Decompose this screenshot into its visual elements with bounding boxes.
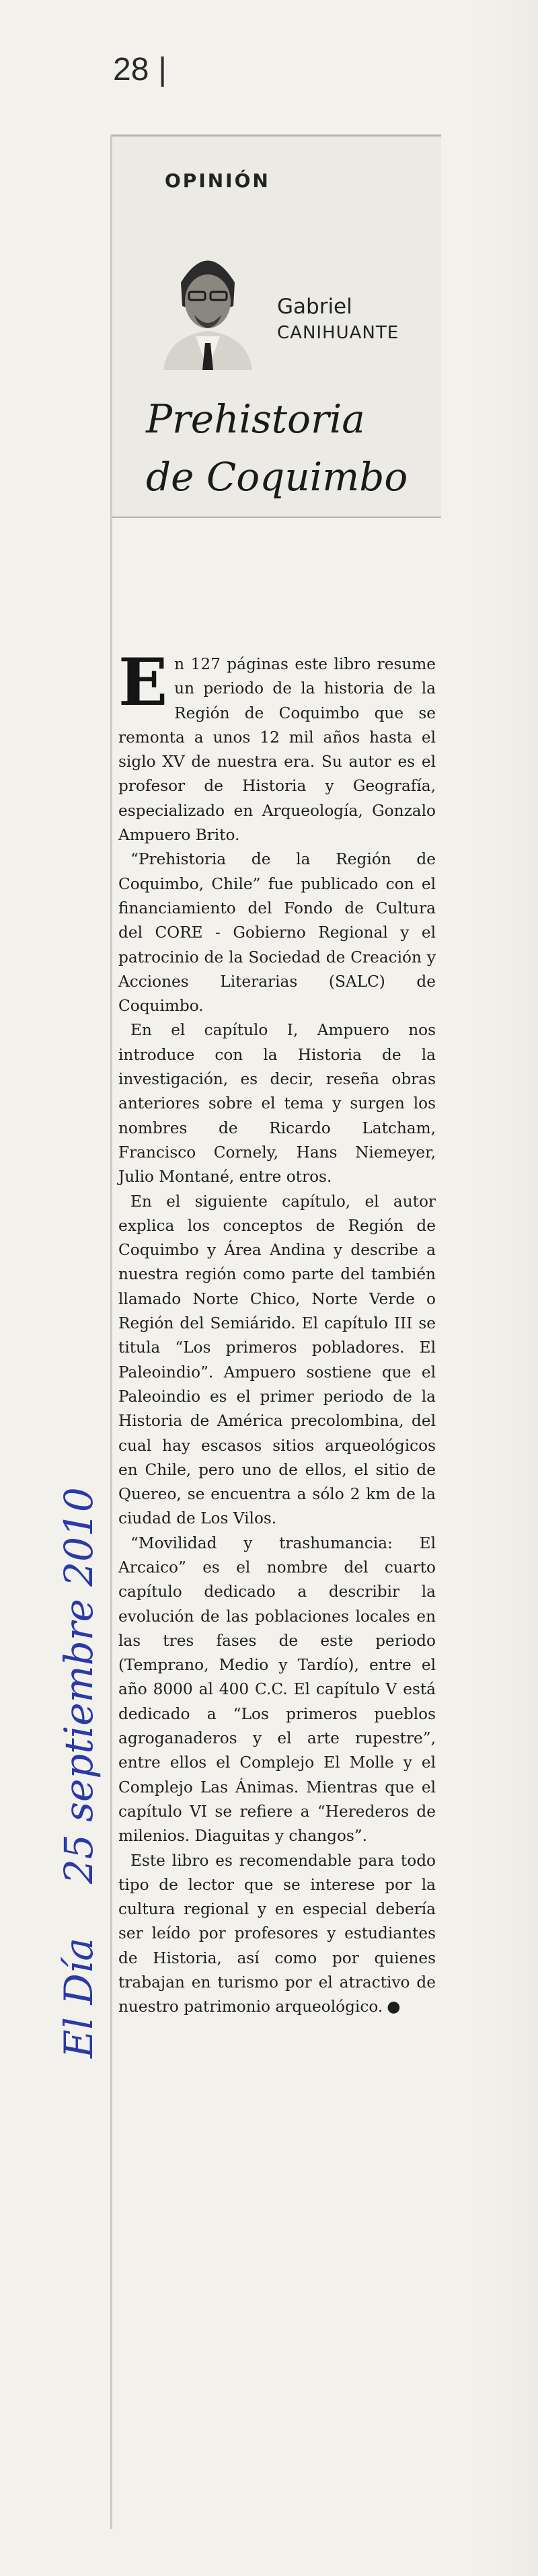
paragraph-1-text: n 127 páginas este libro resume un periodo de la historia de la Región de Coquimbo que se remonta a unos 12 mil años hasta el siglo XV de nuestra era. Su autor es el profesor de Historia y Geografía, especializado en Arqueología, Gonzalo Ampuero Brito. — [118, 655, 436, 845]
paragraph-1 — [118, 644, 436, 847]
article-body — [118, 644, 436, 2020]
paragraph-6 — [118, 1849, 436, 2020]
page-number — [113, 51, 167, 88]
handwritten-annotation — [48, 847, 109, 2058]
paragraph-3: En el capítulo I, Ampuero nos introduce con la Historia de la investigación, es decir, reseña obras anteriores sobre el tema y surgen los nombres de Ricardo Latcham, Francisco Cornely, Hans Niemeyer, Julio Montané, entre otros. — [118, 1021, 436, 1186]
paragraph-5: “Movilidad y trashumancia: El Arcaico” es el nombre del cuarto capítulo dedicado a describir la evolución de las poblaciones locales en las tres fases de este periodo (Temprano, Medio y Tardío), entre el año 8000 al 400 C.C. El capítulo V está dedicado a “Los primeros pueblos agroganaderos y el arte rupestre”, entre ellos el Complejo El Molle y el Complejo Las Ánimas. Mientras que el capítulo VI se refiere a “Herederos de milenios. Diaguitas y changos”. — [118, 1533, 436, 1846]
article-title — [146, 390, 435, 506]
top-rule — [112, 135, 441, 137]
author-last-name: CANIHUANTE — [277, 323, 399, 343]
paragraph-6-text: Este libro es recomendable para todo tipo de lector que se interese por la cultura regional y en especial debería ser leído por profesores y estudiantes de Historia, así como por quienes trabajan en turismo por el atractivo de nuestro patrimonio arqueológico. — [118, 1851, 436, 2016]
paragraph-4: En el siguiente capítulo, el autor explica los conceptos de Región de Coquimbo y Área Andina y describe a nuestra región como parte del también llamado Norte Chico, Norte Verde o Región del Semiárido. El capítulo III se titula “Los primeros pobladores. El Paleoindio”. Ampuero sostiene que el Paleoindio es el primer periodo de la Historia de América precolombina, del cual hay escasos sitios arqueológicos en Chile, pero uno de ellos, el sitio de Quereo, se encuentra a sólo 2 km de la ciudad de Los Vilos. — [118, 1192, 436, 1528]
section-label: OPINIÓN — [165, 169, 270, 192]
end-mark: ● — [387, 1998, 401, 2016]
author-first-name: Gabriel — [277, 295, 352, 319]
page-number-value: 28 — [113, 52, 149, 87]
article-title-line-2: de Coquimbo — [146, 454, 408, 500]
annotation-source: El Día — [56, 1938, 102, 2058]
drop-cap: E — [118, 644, 168, 720]
page-number-bar: | — [158, 52, 167, 87]
right-page-edge — [473, 0, 538, 2576]
article-title-line-1: Prehistoria — [146, 396, 365, 442]
paragraph-2: “Prehistoria de la Región de Coquimbo, Chile” fue publicado con el financiamiento del Fondo de Cultura del CORE - Gobierno Regional y el patrocinio de la Sociedad de Creación y Acciones Literarias (SALC) de Coquimbo. — [118, 850, 436, 1016]
annotation-date: 25 septiembre 2010 — [56, 1487, 102, 1885]
author-photo — [154, 242, 262, 370]
headline-rule — [112, 517, 441, 518]
